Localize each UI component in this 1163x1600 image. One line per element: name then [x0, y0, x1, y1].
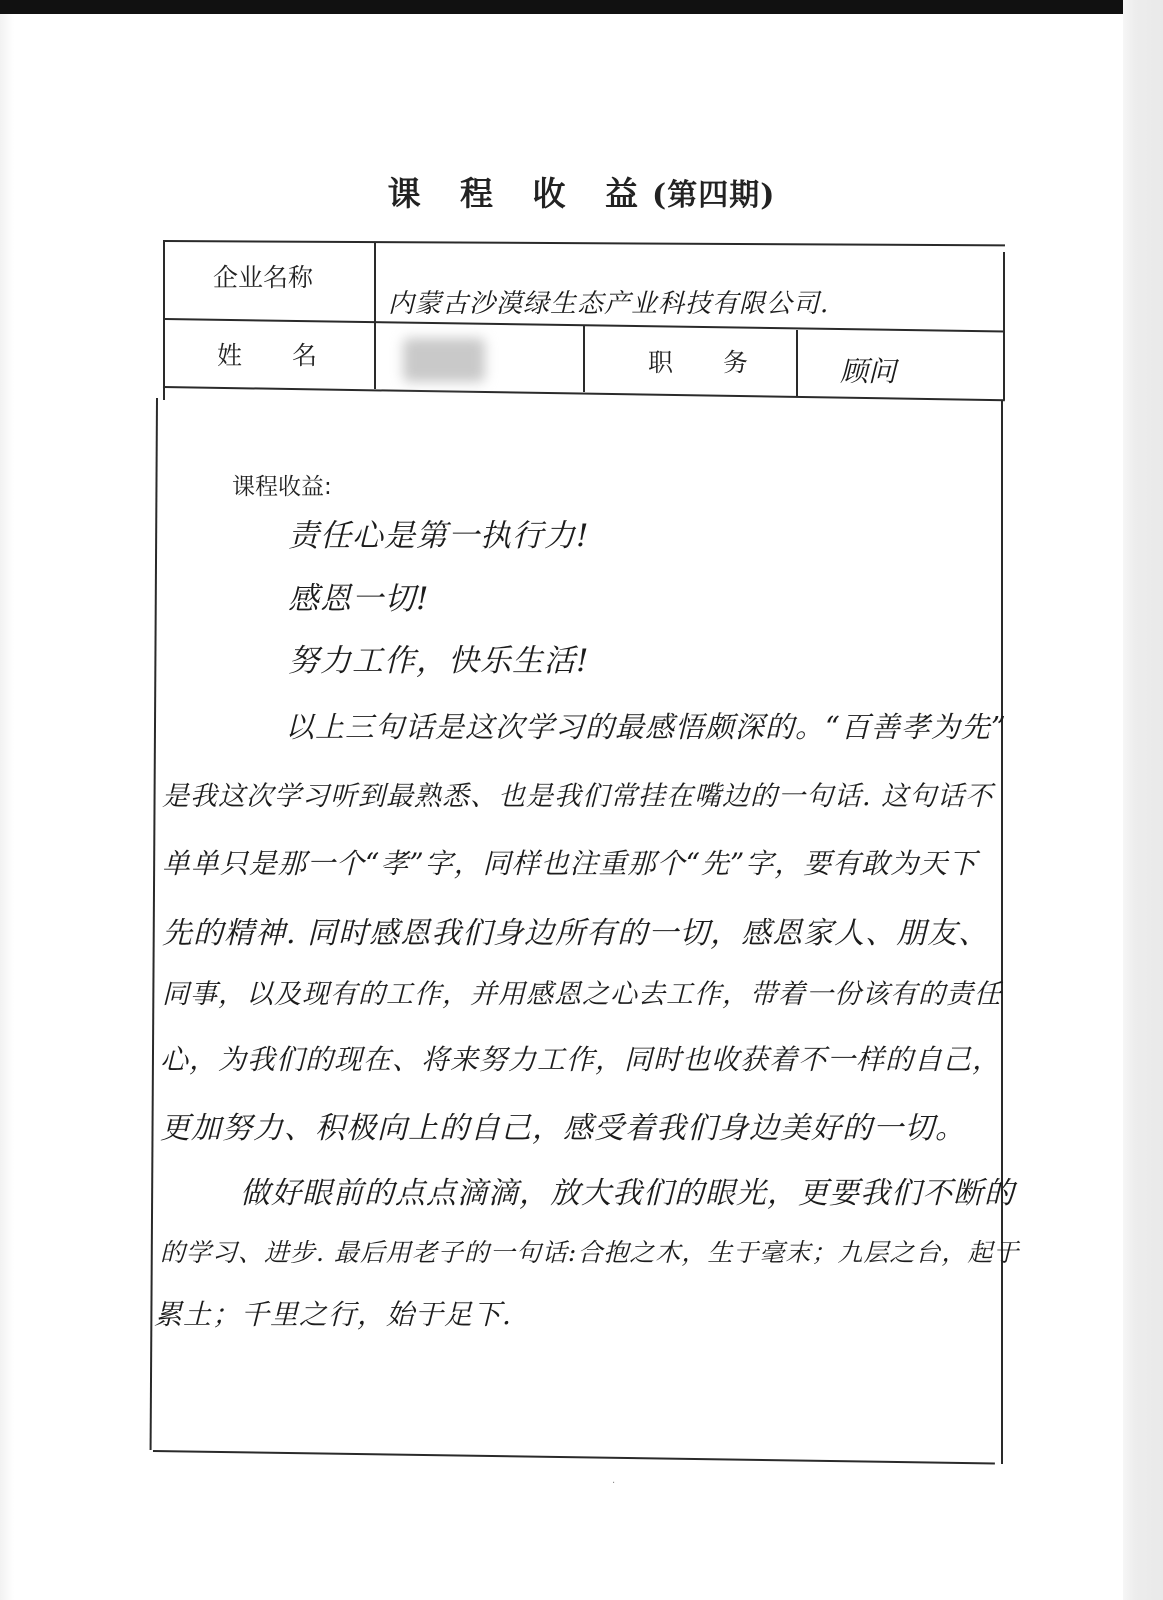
body-line: 责任心是第一执行力!	[288, 518, 590, 554]
body-line: 同事，以及现有的工作，并用感恩之心去工作，带着一份该有的责任	[162, 979, 1002, 1010]
body-line: 单单只是那一个“孝”字，同样也注重那个“先”字，要有敢为天下	[162, 847, 978, 880]
position-value: 顾问	[840, 355, 897, 388]
position-label: 职 务	[648, 348, 749, 377]
title-suffix: (第四期)	[652, 178, 776, 213]
company-label: 企业名称	[213, 263, 314, 292]
col-divider-name	[583, 326, 585, 392]
name-label: 姓 名	[217, 341, 318, 370]
form-border-bottom	[153, 1450, 995, 1464]
company-value: 内蒙古沙漠绿生态产业科技有限公司.	[388, 289, 830, 319]
form-border-right	[1003, 252, 1005, 400]
form-border-top	[165, 240, 1005, 246]
body-line: 累土；千里之行，始于足下.	[154, 1298, 512, 1331]
body-line: 心，为我们的现在、将来努力工作，同时也收获着不一样的自己，	[160, 1043, 1002, 1076]
body-line: 更加努力、积极向上的自己，感受着我们身边美好的一切。	[160, 1111, 966, 1146]
title-main: 课 程 收 益	[387, 174, 653, 213]
col-divider-position	[796, 330, 798, 396]
form-border-right-lower	[1001, 400, 1003, 1464]
name-redacted	[403, 338, 485, 382]
scan-speck: ·	[612, 1478, 616, 1489]
gains-label: 课程收益:	[232, 474, 332, 500]
body-line: 以上三句话是这次学习的最感悟颇深的。“百善孝为先”	[285, 710, 1007, 744]
body-line: 是我这次学习听到最熟悉、也是我们常挂在嘴边的一句话. 这句话不	[162, 781, 994, 812]
col-divider-label	[374, 243, 376, 389]
body-line: 努力工作，快乐生活!	[288, 643, 590, 679]
body-line: 感恩一切!	[288, 581, 430, 617]
body-line: 做好眼前的点点滴滴，放大我们的眼光，更要我们不断的	[240, 1176, 1015, 1211]
body-line: 的学习、进步. 最后用老子的一句话:合抱之木，生于毫末；九层之台，起于	[160, 1238, 1020, 1267]
body-line: 先的精神. 同时感恩我们身边所有的一切，感恩家人、朋友、	[162, 916, 990, 951]
